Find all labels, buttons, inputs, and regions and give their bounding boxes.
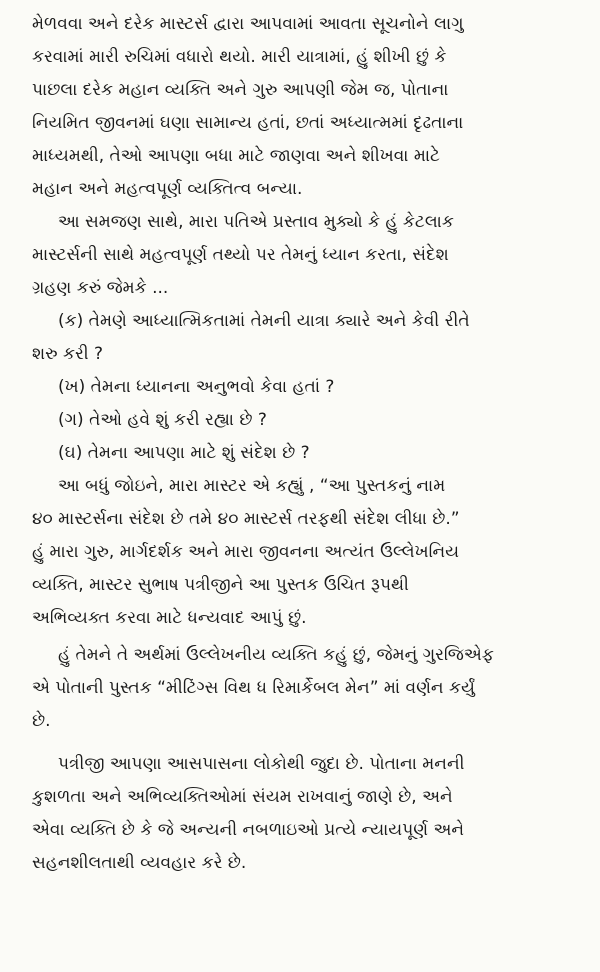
- text-line: એ પોતાની પુસ્તક “મીટિંગ્સ વિથ ધ રિમાર્કેબલ મેન” માં વર્ણન કર્યું: [32, 678, 475, 698]
- text-line: ૪૦ માસ્ટર્સના સંદેશ છે તમે ૪૦ માસ્ટર્સ તરફથી સંદેશ લીધા છે.”: [32, 509, 460, 529]
- text-line: નિયમિત જીવનમાં ઘણા સામાન્ય હતાં, છતાં અધ્યાત્મમાં દૃઢતાના: [32, 113, 464, 133]
- text-line: પત્રીજી આપણા આસપાસના લોકોથી જુદા છે. પોતાના મનની: [58, 754, 465, 774]
- text-line: હું તેમને તે અર્થમાં ઉલ્લેખનીય વ્યક્તિ કહું છું, જેમનું ગુરજિએફ: [58, 645, 494, 665]
- text-line: કરવામાં મારી રુચિમાં વધારો થયો. મારી યાત્રામાં, હું શીખી છું કે: [32, 47, 447, 67]
- text-line: અભિવ્યક્ત કરવા માટે ધન્યવાદ આપું છું.: [32, 608, 307, 628]
- paragraph-1: [32, 8, 570, 206]
- text-line: વ્યક્તિ, માસ્ટર સુભાષ પત્રીજીને આ પુસ્તક ઉચિત રૂપથી: [32, 575, 409, 595]
- text-line: કુશળતા અને અભિવ્યક્તિઓમાં સંયમ રાખવાનું જાણે છે, અને: [32, 787, 453, 807]
- text-line: આ બધું જોઇને, મારા માસ્ટર એ કહ્યું , “આ પુસ્તકનું નામ: [58, 476, 446, 496]
- text-line: ગ્રહણ કરું જેમકે ...: [32, 278, 169, 298]
- text-line: (ખ) તેમના ધ્યાનના અનુભવો કેવા હતાં ?: [58, 377, 335, 397]
- paragraph-5: [32, 748, 570, 880]
- question-ka: [32, 305, 570, 371]
- text-line: માસ્ટર્સની સાથે મહત્વપૂર્ણ તથ્યો પર તેમનું ધ્યાન કરતા, સંદેશ: [32, 245, 449, 265]
- text-line: છે.: [32, 711, 51, 731]
- text-line: પાછલા દરેક મહાન વ્યક્તિ અને ગુરુ આપણી જેમ જ, પોતાના: [32, 80, 449, 100]
- paragraph-4: [32, 639, 570, 738]
- question-ga: [32, 404, 570, 437]
- text-line: (ક) તેમણે આધ્યાત્મિકતામાં તેમની યાત્રા ક્યારે અને કેવી રીતે: [58, 311, 470, 331]
- paragraph-3: [32, 470, 570, 635]
- text-line: (ગ) તેઓ હવે શું કરી રહ્યા છે ?: [58, 410, 267, 430]
- text-line: મહાન અને મહત્વપૂર્ણ વ્યક્તિત્વ બન્યા.: [32, 179, 303, 199]
- text-line: મેળવવા અને દરેક માસ્ટર્સ દ્વારા આપવામાં આવતા સૂચનોને લાગુ: [32, 14, 464, 34]
- paragraph-2: [32, 206, 570, 305]
- text-line: સહનશીલતાથી વ્યવહાર કરે છે.: [32, 853, 247, 873]
- question-gha: [32, 437, 570, 470]
- text-line: હું મારા ગુરુ, માર્ગદર્શક અને મારા જીવનના અત્યંત ઉલ્લેખનિય: [32, 542, 460, 562]
- text-line: આ સમજણ સાથે, મારા પતિએ પ્રસ્તાવ મુક્યો કે હું કેટલાક: [58, 212, 454, 232]
- text-line: શરુ કરી ?: [32, 344, 104, 364]
- text-line: એવા વ્યક્તિ છે કે જે અન્યની નબળાઇઓ પ્રત્યે ન્યાયપૂર્ણ અને: [32, 820, 465, 840]
- question-kha: [32, 371, 570, 404]
- text-line: માધ્યમથી, તેઓ આપણા બધા માટે જાણવા અને શીખવા માટે: [32, 146, 440, 166]
- text-line: (ઘ) તેમના આપણા માટે શું સંદેશ છે ?: [58, 443, 310, 463]
